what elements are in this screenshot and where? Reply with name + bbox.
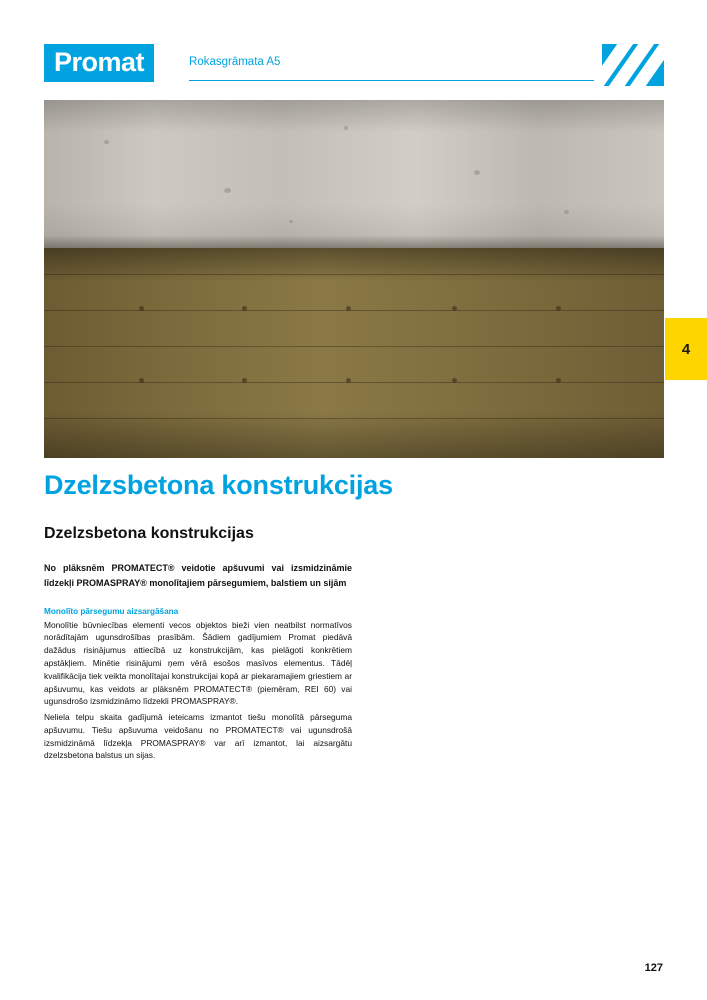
section-title: Dzelzsbetona konstrukcijas [44, 525, 254, 542]
texture-speck [224, 188, 231, 193]
wood-grain-line [44, 274, 664, 275]
page-header [44, 44, 664, 86]
header-title: Rokasgrāmata A5 [189, 56, 281, 68]
fastener-dot [452, 378, 457, 383]
fastener-dot [346, 378, 351, 383]
texture-speck [564, 210, 569, 214]
page-number: 127 [644, 962, 663, 974]
lead-paragraph: No plāksnēm PROMATECT® veidotie apšuvumi vai izsmidzināmie līdzekļi PROMASPRAY® monolītajiem pārsegumiem, balstiem un sijām [44, 563, 352, 588]
texture-speck [289, 220, 293, 223]
promat-logo: Promat [44, 44, 154, 82]
chapter-tab: 4 [665, 318, 707, 380]
texture-speck [474, 170, 480, 175]
header-divider [189, 80, 594, 81]
page-title: Dzelzsbetona konstrukcijas [44, 470, 393, 500]
page-content [44, 470, 664, 762]
fastener-dot [242, 306, 247, 311]
wood-grain-line [44, 346, 664, 347]
fastener-dot [139, 306, 144, 311]
body-paragraph-1: Monolītie būvniecības elementi vecos objektos bieži vien neatbilst normatīvos norādītajām ugunsdrošības prasībām. Šādiem gadījumiem Promat piedāvā dažādus risinājumus attiecībā uz konstrukcijām, kas pielāgoti konkrētiem apstākļiem. Minētie risinājumi ņem vērā esošos masīvos elementus. Tādēļ kvalifikācija tiek veikta monolītajai konstrukcijai kopā ar piekaramajiem griestiem ar apšuvumu, kas veidots ar plāksnēm PROMATECT® (piemēram, REI 60) vai ugunsdrošo izsmidzināmo līdzekli PROMASPRAY®. [44, 619, 352, 707]
diagonal-stripes-icon [602, 44, 664, 86]
concrete-surface [44, 100, 664, 248]
fastener-dot [242, 378, 247, 383]
fastener-dot [452, 306, 457, 311]
wood-grain-line [44, 418, 664, 419]
texture-speck [344, 126, 348, 130]
fastener-dot [556, 306, 561, 311]
fastener-dot [556, 378, 561, 383]
fastener-dot [346, 306, 351, 311]
wood-formwork-surface [44, 248, 664, 458]
subsection-title: Monolīto pārsegumu aizsargāšana [44, 606, 179, 616]
texture-speck [104, 140, 109, 144]
wood-grain-line [44, 310, 664, 311]
fastener-dot [139, 378, 144, 383]
wood-grain-line [44, 382, 664, 383]
hero-image [44, 100, 664, 458]
body-paragraph-2: Neliela telpu skaita gadījumā ieteicams izmantot tiešu monolītā pārseguma apšuvumu. Tiešu apšuvuma veidošanu no PROMATECT® vai ugunsdrošā izsmidzināmā līdzekļa PROMASPRAY® var arī izmantot, lai aizsargātu dzelzsbetona balstus un sijas. [44, 712, 352, 761]
